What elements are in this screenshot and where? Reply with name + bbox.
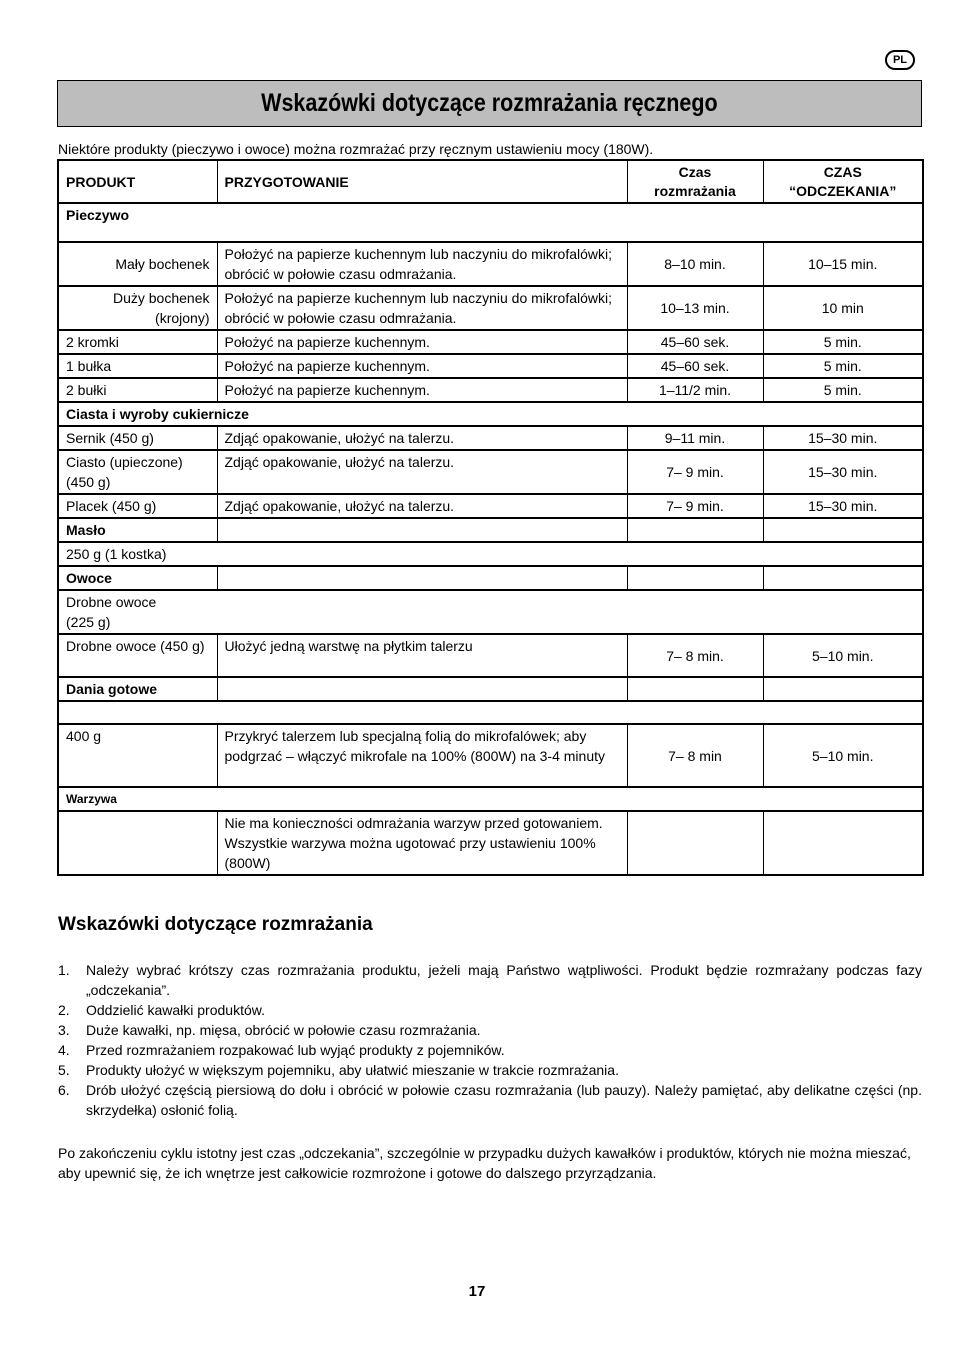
section-butter: Masło (58, 518, 217, 542)
cell-prep: Zdjąć opakowanie, ułożyć na talerzu. (217, 426, 627, 450)
defrost-table (57, 159, 924, 876)
table-row (58, 634, 923, 677)
cell-product: 2 kromki (58, 330, 217, 354)
cell-wait: 15–30 min. (763, 450, 923, 494)
list-text: Drób ułożyć częścią piersiową do dołu i obrócić w połowie czasu rozmrażania (lub pauzy). Należy pamiętać, aby delikatne części (np. skrzydełka) osłonić folią. (86, 1082, 922, 1118)
section-row (58, 677, 923, 701)
section-cakes: Ciasta i wyroby cukiernicze (58, 402, 923, 426)
cell-prep: Ułożyć jedną warstwę na płytkim talerzu (217, 634, 627, 677)
language-badge: PL (885, 50, 915, 70)
section-ready-meals: Dania gotowe (58, 677, 217, 701)
cell-time: 7– 9 min. (627, 450, 763, 494)
cell-prep: Nie ma konieczności odmrażania warzyw przed gotowaniem. Wszystkie warzywa można ugotować przy ustawieniu 100% (800W) (217, 811, 627, 875)
cell-wait: 10 min (763, 286, 923, 330)
table-row (58, 450, 923, 494)
empty-cell (627, 811, 763, 875)
cell-product: Placek (450 g) (58, 494, 217, 518)
table-row (58, 811, 923, 875)
cell-time: 45–60 sek. (627, 330, 763, 354)
cell-wait: 15–30 min. (763, 494, 923, 518)
table-row (58, 494, 923, 518)
header-defrost-time: Czas rozmrażania (627, 160, 763, 203)
list-item (58, 1000, 922, 1020)
page-title-text: Wskazówki dotyczące rozmrażania ręcznego (261, 89, 718, 117)
cell-wait: 5–10 min. (763, 724, 923, 787)
list-item (58, 1020, 922, 1040)
page-title (57, 80, 922, 127)
section-vegetables: Warzywa (58, 787, 923, 811)
cell-wait: 10–15 min. (763, 242, 923, 286)
list-number: 4. (58, 1042, 70, 1058)
intro-text: Niektóre produkty (pieczywo i owoce) można rozmrażać przy ręcznym ustawieniu mocy (180W). (58, 141, 654, 157)
table-row (58, 724, 923, 787)
list-text: Przed rozmrażaniem rozpakować lub wyjąć produkty z pojemników. (86, 1042, 505, 1058)
closing-paragraph: Po zakończeniu cyklu istotny jest czas „odczekania”, szczególnie w przypadku dużych kawałków i produktów, których nie można mieszać, aby upewnić się, że ich wnętrze jest całkowicie rozmrożone i gotowe do dalszego przyrządzania. (58, 1145, 911, 1181)
table-row (58, 354, 923, 378)
empty-cell (763, 518, 923, 542)
section-row (58, 203, 923, 242)
empty-cell (627, 677, 763, 701)
empty-cell (217, 677, 627, 701)
list-item (58, 1080, 922, 1120)
cell-time: 7– 8 min. (627, 634, 763, 677)
page-number: 17 (468, 1283, 486, 1300)
list-item (58, 960, 922, 1000)
table-row (58, 590, 923, 634)
header-product: PRODUKT (58, 160, 217, 203)
cell-prep: Przykryć talerzem lub specjalną folią do mikrofalówek; aby podgrzać – włączyć mikrofale na 100% (800W) na 3-4 minuty (217, 724, 627, 787)
cell-product: 250 g (1 kostka) (58, 542, 923, 566)
list-item (58, 1060, 922, 1080)
header-preparation: PRZYGOTOWANIE (217, 160, 627, 203)
cell-product: Mały bochenek (58, 242, 217, 286)
table-row (58, 286, 923, 330)
list-item (58, 1040, 922, 1060)
list-number: 6. (58, 1082, 70, 1098)
cell-time: 45–60 sek. (627, 354, 763, 378)
table-row (58, 378, 923, 402)
cell-time: 8–10 min. (627, 242, 763, 286)
cell-time: 7– 8 min (627, 724, 763, 787)
section-bread: Pieczywo (58, 203, 923, 242)
spacer-row (58, 701, 923, 724)
cell-prep: Położyć na papierze kuchennym. (217, 330, 627, 354)
list-number: 3. (58, 1022, 70, 1038)
section-row (58, 518, 923, 542)
cell-product: 400 g (58, 724, 217, 787)
cell-product: Sernik (450 g) (58, 426, 217, 450)
list-number: 2. (58, 1002, 70, 1018)
cell-product (58, 590, 923, 634)
empty-cell (58, 701, 923, 724)
empty-cell (763, 677, 923, 701)
cell-wait: 5–10 min. (763, 634, 923, 677)
cell-prep: Położyć na papierze kuchennym. (217, 378, 627, 402)
cell-product: 1 bułka (58, 354, 217, 378)
list-number: 1. (58, 962, 70, 978)
table-header-row (58, 160, 923, 203)
empty-cell (763, 566, 923, 590)
cell-time: 10–13 min. (627, 286, 763, 330)
fruit-small-text: Drobne owoce (225 g) (66, 594, 157, 630)
section-row (58, 566, 923, 590)
cell-product: Drobne owoce (450 g) (58, 634, 217, 677)
cell-time: 1–11/2 min. (627, 378, 763, 402)
cell-prep: Położyć na papierze kuchennym lub naczyniu do mikrofalówki; obrócić w połowie czasu odmrażania. (217, 286, 627, 330)
table-row (58, 426, 923, 450)
cell-wait: 5 min. (763, 330, 923, 354)
cell-time: 9–11 min. (627, 426, 763, 450)
cell-prep: Położyć na papierze kuchennym lub naczyniu do mikrofalówki; obrócić w połowie czasu odmrażania. (217, 242, 627, 286)
tips-heading: Wskazówki dotyczące rozmrażania (58, 914, 373, 935)
cell-prep: Zdjąć opakowanie, ułożyć na talerzu. (217, 494, 627, 518)
list-text: Należy wybrać krótszy czas rozmrażania produktu, jeżeli mają Państwo wątpliwości. Produkt będzie rozmrażany podczas fazy „odczekania”. (86, 962, 922, 998)
table-row (58, 330, 923, 354)
empty-cell (58, 811, 217, 875)
header-standing-time: CZAS “ODCZEKANIA” (763, 160, 923, 203)
cell-wait: 5 min. (763, 378, 923, 402)
section-row (58, 402, 923, 426)
cell-wait: 15–30 min. (763, 426, 923, 450)
table-row (58, 542, 923, 566)
empty-cell (627, 518, 763, 542)
empty-cell (217, 518, 627, 542)
empty-cell (763, 811, 923, 875)
cell-product: 2 bułki (58, 378, 217, 402)
cell-wait: 5 min. (763, 354, 923, 378)
cell-product: Ciasto (upieczone) (450 g) (58, 450, 217, 494)
section-row (58, 787, 923, 811)
table-row (58, 242, 923, 286)
cell-prep: Położyć na papierze kuchennym. (217, 354, 627, 378)
tips-list (58, 960, 922, 1120)
section-fruit: Owoce (58, 566, 217, 590)
list-number: 5. (58, 1062, 70, 1078)
empty-cell (217, 566, 627, 590)
list-text: Oddzielić kawałki produktów. (86, 1002, 265, 1018)
list-text: Duże kawałki, np. mięsa, obrócić w połowie czasu rozmrażania. (86, 1022, 481, 1038)
cell-prep: Zdjąć opakowanie, ułożyć na talerzu. (217, 450, 627, 494)
empty-cell (627, 566, 763, 590)
list-text: Produkty ułożyć w większym pojemniku, aby ułatwić mieszanie w trakcie rozmrażania. (86, 1062, 619, 1078)
cell-time: 7– 9 min. (627, 494, 763, 518)
cell-product: Duży bochenek (krojony) (58, 286, 217, 330)
